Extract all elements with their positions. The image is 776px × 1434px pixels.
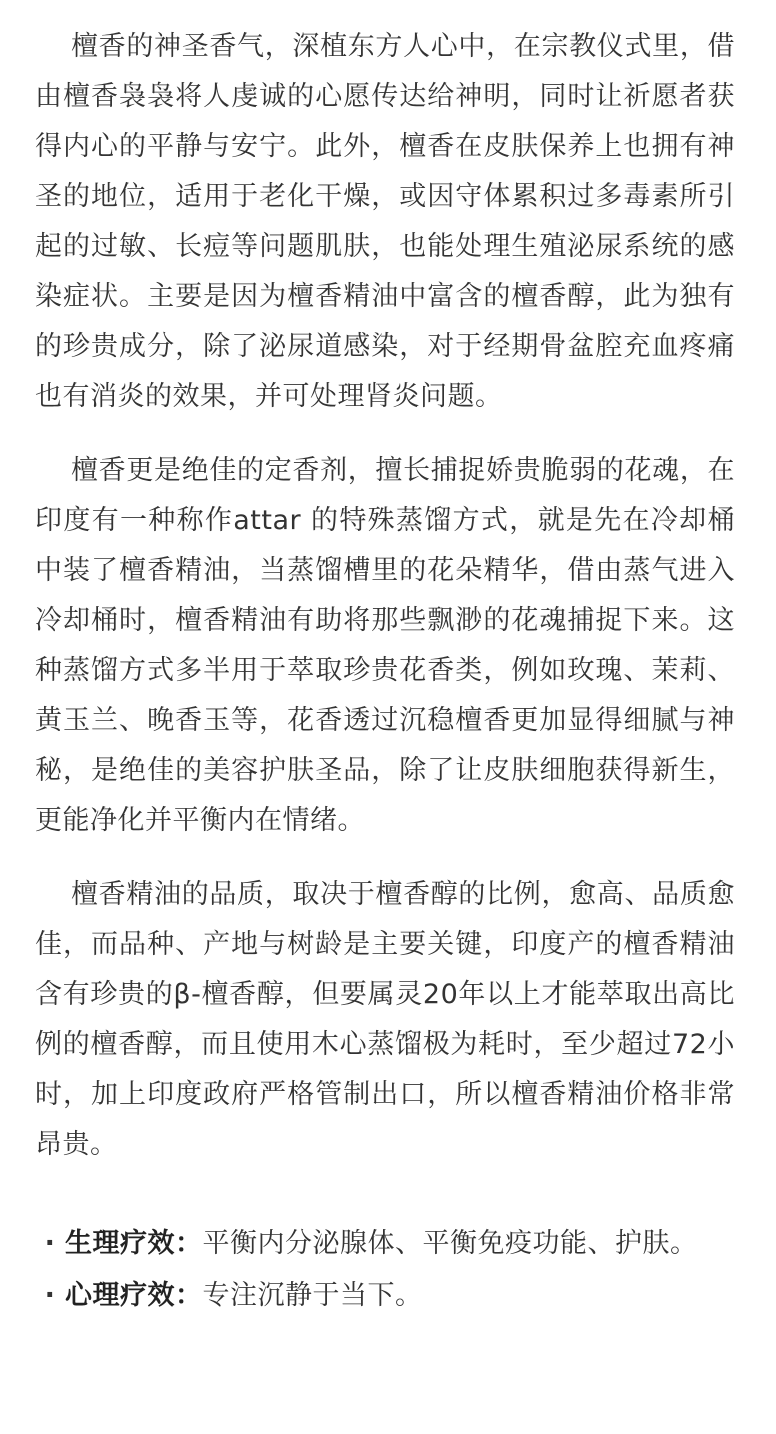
effect-label: 生理疗效： (65, 1228, 203, 1259)
article-body (35, 22, 735, 1322)
effect-item-psychological (35, 1270, 735, 1322)
bullet-dot: · (44, 1228, 56, 1259)
paragraph-fixative-attar: 檀香更是绝佳的定香剂，擅长捕捉娇贵脆弱的花魂，在印度有一种称作attar 的特殊蒸馏方式，就是先在冷却桶中装了檀香精油，当蒸馏槽里的花朵精华，借由蒸气进入冷却桶时，檀香精油有助将那些飘渺的花魂捕捉下来。这种蒸馏方式多半用于萃取珍贵花香类，例如玫瑰、茉莉、黄玉兰、晚香玉等，花香透过沉稳檀香更加显得细腻与神秘，是绝佳的美容护肤圣品，除了让皮肤细胞获得新生，更能净化并平衡内在情绪。 (35, 455, 735, 836)
paragraph-oil-quality: 檀香精油的品质，取决于檀香醇的比例，愈高、品质愈佳，而品种、产地与树龄是主要关键，印度产的檀香精油含有珍贵的β-檀香醇，但要属灵20年以上才能萃取出高比例的檀香醇，而且使用木心蒸馏极为耗时，至少超过72小时，加上印度政府严格管制出口，所以檀香精油价格非常昂贵。 (35, 879, 735, 1160)
effect-text: 专注沉静于当下。 (202, 1280, 423, 1311)
effect-item-physical (35, 1218, 735, 1270)
paragraph-sandalwood-intro: 檀香的神圣香气，深植东方人心中，在宗教仪式里，借由檀香袅袅将人虔诚的心愿传达给神明，同时让祈愿者获得内心的平静与安宁。此外，檀香在皮肤保养上也拥有神圣的地位，适用于老化干燥，或因守体累积过多毒素所引起的过敏、长痘等问题肌肤，也能处理生殖泌尿系统的感染症状。主要是因为檀香精油中富含的檀香醇，此为独有的珍贵成分，除了泌尿道感染，对于经期骨盆腔充血疼痛也有消炎的效果，并可处理肾炎问题。 (35, 31, 735, 412)
effect-label: 心理疗效： (65, 1280, 203, 1311)
effect-text: 平衡内分泌腺体、平衡免疫功能、护肤。 (202, 1228, 698, 1259)
bullet-dot: · (44, 1280, 56, 1311)
effects-list (35, 1218, 735, 1322)
